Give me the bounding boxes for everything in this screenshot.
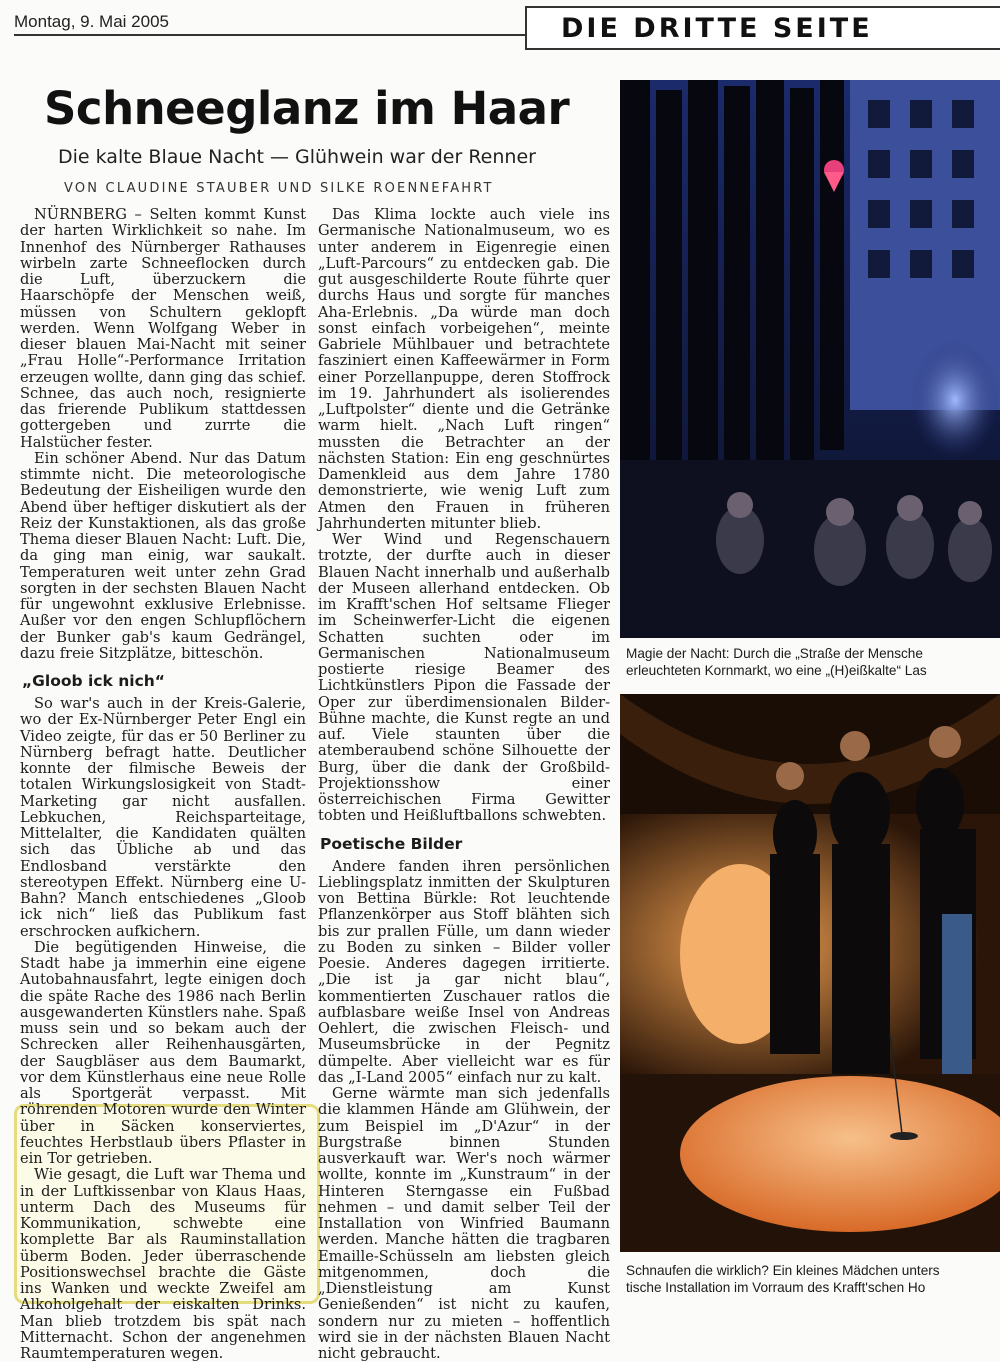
page-date: Montag, 9. Mai 2005	[14, 12, 169, 31]
col1-paragraph-3: So war's auch in der Kreis-Galerie, wo der Ex-Nürnberger Peter Engl ein Video zeigte, für das er 50 Berliner zu Nürnberg befragt hatte. Deutlicher konnte der filmische Beweis der totalen Wirkungslosigkeit von Stadt-Marketing gar nicht ausfallen. Lebkuchen, Reichsparteitage, Mittelalter, die Kandidaten quälten sich das Übliche ab und das Endlosband verstärkte den stereotypen Effekt. Nürnberg eine U-Bahn? Manch entschiedenes „Gloob ick nich“ ließ das Publikum fast erschrocken aufkichern.	[20, 695, 306, 940]
caption-2-line-2: tische Installation im Vorraum des Krafft'schen Ho	[626, 1280, 926, 1295]
photo-blue-night	[620, 80, 1000, 638]
article-column-2	[318, 207, 610, 1362]
col1-paragraph-5: Wie gesagt, die Luft war Thema und in der Luftkissenbar von Klaus Haas, unterm Dach des Museums für Kommunikation, schwebte eine komplette Bar als Rauminstallation überm Boden. Jeder überraschende Positionswechsel brachte die Gäste ins Wanken und weckte Zweifel am Alkoholgehalt der eiskalten Drinks. Man blieb trotzdem bis spät nach Mitternacht. Schon der angenehmen Raumtemperaturen wegen.	[20, 1166, 306, 1362]
col2-paragraph-4: Gerne wärmte man sich jedenfalls die klammen Hände am Glühwein, der zum Beispiel im „D'Azur“ in der Burgstraße binnen Stunden ausverkauft war. Wer's noch wärmer wollte, konnte im „Kunstraum“ in der Hinteren Sterngasse ein Fußbad nehmen – und damit selber Teil der Installation von Winfried Baumann werden. Manche hätten die tragbaren Emaille-Schüsseln am liebsten gleich mitgenommen, doch die „Dienstleistung am Kunst Genießenden“ ist nicht zu kaufen, sondern nur zu mieten – hoffentlich wird sie in der nächsten Blauen Nacht nicht gebraucht.	[318, 1085, 610, 1362]
caption-2-line-1: Schnaufen die wirklich? Ein kleines Mädchen unters	[626, 1263, 940, 1278]
col2-paragraph-3: Andere fanden ihren persönlichen Lieblingsplatz inmitten der Skulpturen von Bettina Bürkle: Rot leuchtende Pflanzenkörper aus Stoff blähten sich bis zur prallen Fülle, um dann wieder zu Boden zu sinken – Bilder voller Poesie. Anderes dagegen irritierte. „Die ist ja gar nicht blau“, kommentierten Zuschauer ratlos die aufblasbare weiße Insel von Andreas Oehlert, die zwischen Fleisch- und Museumsbrücke in der Pegnitz dümpelte. Aber vielleicht war es für das „I-Land 2005“ einfach nur zu kalt.	[318, 857, 610, 1086]
section-label: DIE DRITTE SEITE	[561, 12, 873, 44]
byline: VON CLAUDINE STAUBER UND SILKE ROENNEFAHRT	[64, 181, 494, 196]
photo-installation	[620, 694, 1000, 1252]
caption-1-line-2: erleuchteten Kornmarkt, wo eine „(H)eißkalte“ Las	[626, 663, 927, 678]
col2-paragraph-1: Das Klima lockte auch viele ins Germanische Nationalmuseum, wo es unter anderem in Eigenregie einen „Luft-Parcours“ zu entdecken gab. Die gut ausgeschilderte Route führte quer durchs Haus und sorgte für manches Aha-Erlebnis. „Da würde man doch sonst einfach vorbeigehen“, meinte Gabriele Mühlbauer und betrachtete fasziniert einen Kaffeewärmer in Form einer Porzellanpuppe, deren Stoffrock im 19. Jahrhundert als isolierendes „Luftpolster“ diente und die Getränke warm hielt. „Nach Luft ringen“ mussten die Betrachter an der nächsten Station: Ein eng geschnürtes Damenkleid aus dem Jahre 1780 demonstrierte, wie wenig Luft zum Atmen den Frauen in früheren Jahrhunderten mitunter blieb.	[318, 206, 610, 532]
col1-paragraph-2: Ein schöner Abend. Nur das Datum stimmte nicht. Die meteorologische Bedeutung der Eisheiligen wurde den Abend über heftiger diskutiert als der Reiz der Kunstaktionen, als das große Thema dieser Blauen Nacht: Luft. Die, da ging man einig, war saukalt. Temperaturen weit unter zehn Grad sorgten in der sechsten Blauen Nacht für ungewohnt exklusive Erlebnisse. Außer vor den engen Schlupflöchern der Bunker gab's kaum Gedrängel, dazu freie Sitzplätze, bitteschön.	[20, 449, 306, 662]
headline: Schneeglanz im Haar	[44, 82, 570, 135]
subheadline: Die kalte Blaue Nacht — Glühwein war der Renner	[58, 146, 536, 168]
col1-paragraph-1: NÜRNBERG – Selten kommt Kunst der harten Wirklichkeit so nahe. Im Innenhof des Nürnberger Rathauses wirbeln zarte Schneeflocken durch die Luft, überzuckern die Haarschöpfe der Menschen weiß, müssen von Schultern geklopft werden. Wenn Wolfgang Weber in dieser blauen Mai-Nacht mit seiner „Frau Holle“-Performance Irritation erzeugen wollte, dann ging das schief. Schnee, das auch noch, resignierte das frierende Publikum stattdessen gottergeben und zurrte die Halstücher fester.	[20, 206, 306, 451]
col1-subheading: „Gloob ick nich“	[22, 672, 165, 690]
caption-1-line-1: Magie der Nacht: Durch die „Straße der Mensche	[626, 646, 923, 661]
col1-paragraph-4: Die begütigenden Hinweise, die Stadt habe ja immerhin eine eigene Autobahnausfahrt, legte einigen doch die späte Rache des 1986 nach Berlin ausgewanderten Künstlers nahe. Spaß muss sein und so bekam auch der Schrecken aller Reihenhausgärten, der Saugbläser aus dem Baumarkt, vor dem Künstlerhaus eine neue Rolle als Sportgerät verpasst. Mit röhrenden Motoren wurde den Winter über in Säcken konserviertes, feuchtes Herbstlaub übers Pflaster in ein Tor getrieben.	[20, 938, 306, 1167]
article-column-1	[20, 207, 306, 1362]
photo-caption-2	[626, 1262, 940, 1296]
col2-subheading: Poetische Bilder	[320, 834, 463, 853]
photo-caption-1	[626, 645, 927, 679]
header-rule	[14, 34, 526, 36]
col2-paragraph-2: Wer Wind und Regenschauern trotzte, der durfte auch in dieser Blauen Nacht innerhalb und außerhalb der Museen allerhand entdecken. Ob im Krafft'schen Hof seltsame Flieger im Scheinwerfer-Licht die eigenen Schatten suchten oder im Germanischen Nationalmuseum postierte riesige Beamer des Lichtkünstlers Pipon die Fassade der Oper zur überdimensionalen Bilder-Bühne machte, die Kunst regte an und auf. Viele staunten über die atemberaubend schöne Silhouette der Burg, über die dank der Großbild-Projektionsshow einer österreichischen Firma Gewitter tobten und Heißluftballons schwebten.	[318, 531, 610, 825]
section-label-box	[525, 6, 1000, 50]
